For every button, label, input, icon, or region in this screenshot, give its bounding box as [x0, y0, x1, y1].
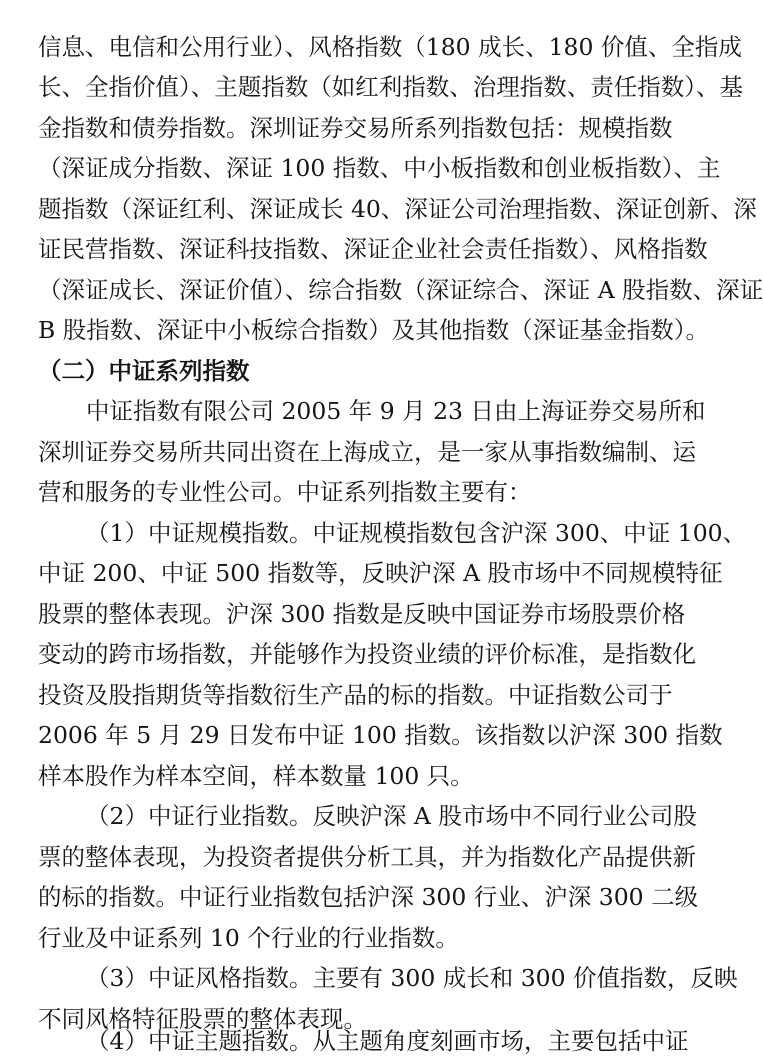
text-line: 票的整体表现，为投资者提供分析工具，并为指数化产品提供新 [38, 843, 696, 871]
paragraph-first-line: （2）中证行业指数。反映沪深 A 股市场中不同行业公司股 [86, 802, 697, 830]
text-line: （深证成长、深证价值）、综合指数（深证综合、深证 A 股指数、深证 [38, 276, 763, 304]
text-line: 样本股作为样本空间，样本数量 100 只。 [38, 762, 474, 790]
text-line: 变动的跨市场指数，并能够作为投资业绩的评价标准，是指数化 [38, 640, 696, 668]
text-line: 2006 年 5 月 29 日发布中证 100 指数。该指数以沪深 300 指数 [38, 721, 723, 749]
text-line: 股票的整体表现。沪深 300 指数是反映中国证券市场股票价格 [38, 600, 686, 628]
text-line: 题指数（深证红利、深证成长 40、深证公司治理指数、深证创新、深 [38, 195, 757, 223]
section-heading: （二）中证系列指数 [38, 357, 250, 385]
text-line: B 股指数、深证中小板综合指数）及其他指数（深证基金指数）。 [38, 316, 709, 344]
text-line: 信息、电信和公用行业）、风格指数（180 成长、180 价值、全指成 [38, 33, 742, 61]
text-line: 行业及中证系列 10 个行业的行业指数。 [38, 924, 459, 952]
text-line: 长、全指价值）、主题指数（如红利指数、治理指数、责任指数）、基 [38, 73, 743, 101]
paragraph-first-line: 中证指数有限公司 2005 年 9 月 23 日由上海证券交易所和 [86, 397, 706, 425]
paragraph-first-line: （1）中证规模指数。中证规模指数包含沪深 300、中证 100、 [86, 519, 747, 547]
paragraph-first-line: （4）中证主题指数。从主题角度刻画市场，主要包括中证 [86, 1027, 689, 1055]
text-line: 金指数和债券指数。深圳证券交易所系列指数包括：规模指数 [38, 114, 673, 142]
text-line: 投资及股指期货等指数衍生产品的标的指数。中证指数公司于 [38, 681, 673, 709]
text-line: 不同风格特征股票的整体表现。 [38, 1005, 367, 1033]
text-line: 深圳证券交易所共同出资在上海成立，是一家从事指数编制、运 [38, 438, 696, 466]
text-line: 中证 200、中证 500 指数等，反映沪深 A 股市场中不同规模特征 [38, 559, 723, 587]
paragraph-first-line: （3）中证风格指数。主要有 300 成长和 300 价值指数，反映 [86, 964, 738, 992]
text-line: 的标的指数。中证行业指数包括沪深 300 行业、沪深 300 二级 [38, 883, 699, 911]
text-line: 营和服务的专业性公司。中证系列指数主要有： [38, 478, 532, 506]
text-line: （深证成分指数、深证 100 指数、中小板指数和创业板指数）、主 [38, 154, 721, 182]
text-line: 证民营指数、深证科技指数、深证企业社会责任指数）、风格指数 [38, 235, 708, 263]
